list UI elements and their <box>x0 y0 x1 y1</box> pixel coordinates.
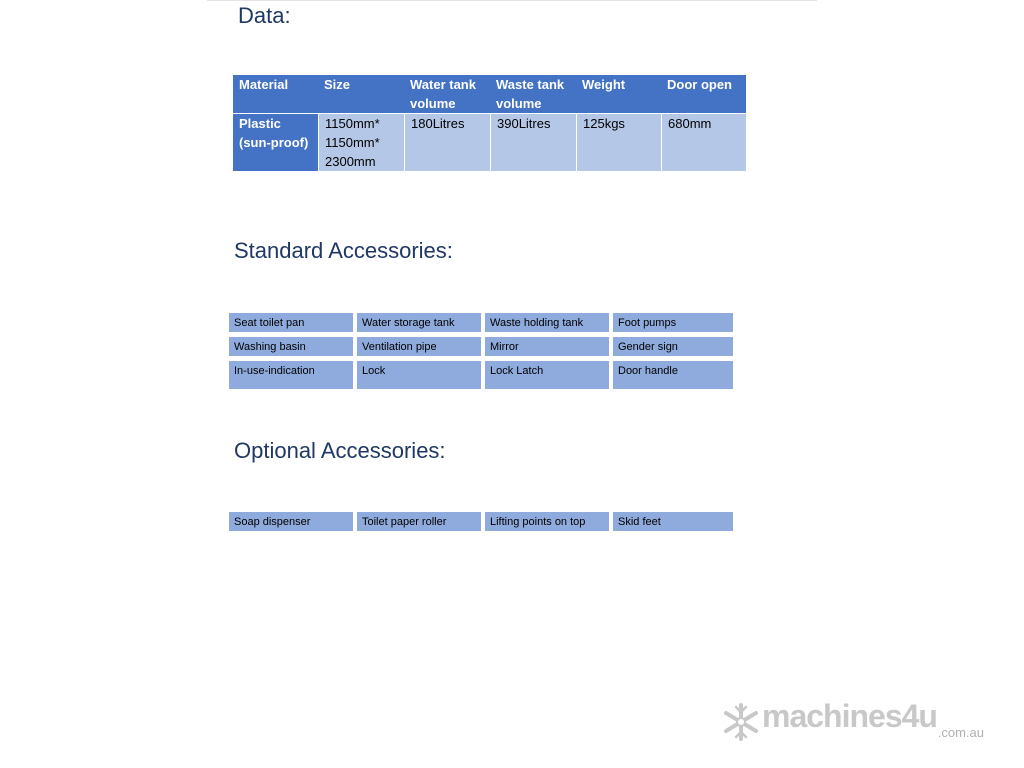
logo-domain: .com.au <box>937 725 984 740</box>
header-water-tank: Water tank volume <box>404 75 490 113</box>
list-item: Gender sign <box>613 337 733 356</box>
header-material: Material <box>233 75 318 113</box>
list-item: Door handle <box>613 361 733 389</box>
cell-door-open: 680mm <box>661 113 746 171</box>
list-item: Water storage tank <box>357 313 481 332</box>
cell-size <box>318 113 404 171</box>
cell-waste-tank: 390Litres <box>490 113 576 171</box>
header-door-open: Door open <box>661 75 746 113</box>
header-size: Size <box>318 75 404 113</box>
logo-text: machines4u <box>762 698 937 734</box>
top-divider <box>207 0 817 1</box>
table-header-row <box>233 75 746 113</box>
list-item: Lock Latch <box>485 361 609 389</box>
machines4u-logo <box>722 700 992 745</box>
list-item: Lifting points on top <box>485 512 609 531</box>
data-heading: Data: <box>238 3 291 28</box>
cell-water-tank: 180Litres <box>404 113 490 171</box>
standard-accessories-grid <box>229 313 733 389</box>
optional-accessories-grid <box>229 512 733 531</box>
data-table <box>233 75 746 171</box>
size-line-1: 1150mm* <box>325 116 380 131</box>
cell-weight: 125kgs <box>576 113 661 171</box>
header-waste-tank: Waste tank volume <box>490 75 576 113</box>
list-item: Toilet paper roller <box>357 512 481 531</box>
list-item: Waste holding tank <box>485 313 609 332</box>
list-item: Mirror <box>485 337 609 356</box>
list-item: Skid feet <box>613 512 733 531</box>
standard-accessories-heading: Standard Accessories: <box>234 238 453 263</box>
list-item: Ventilation pipe <box>357 337 481 356</box>
list-item: Foot pumps <box>613 313 733 332</box>
list-item: Lock <box>357 361 481 389</box>
size-line-2: 1150mm* <box>325 135 380 150</box>
list-item: In-use-indication <box>229 361 353 389</box>
cell-material: Plastic (sun-proof) <box>233 113 318 171</box>
table-row <box>233 113 746 171</box>
snowflake-star-icon <box>722 702 760 742</box>
header-weight: Weight <box>576 75 661 113</box>
list-item: Washing basin <box>229 337 353 356</box>
list-item: Seat toilet pan <box>229 313 353 332</box>
list-item: Soap dispenser <box>229 512 353 531</box>
size-line-3: 2300mm <box>325 154 376 169</box>
optional-accessories-heading: Optional Accessories: <box>234 438 446 463</box>
